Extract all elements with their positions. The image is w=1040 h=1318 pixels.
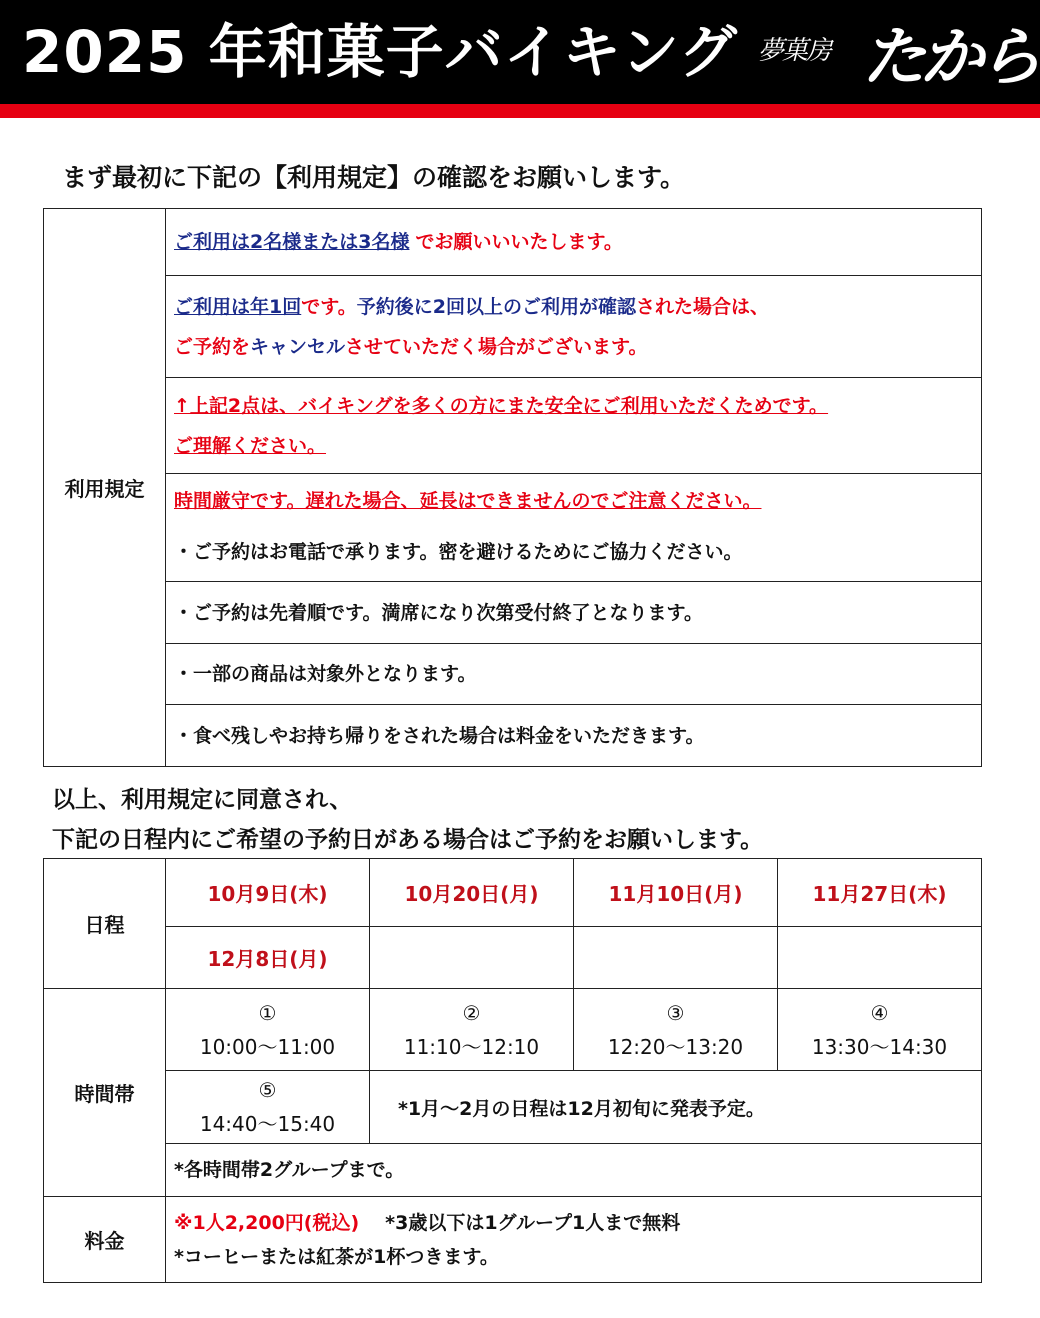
fee-cell	[166, 1197, 982, 1283]
timeslot-time: 10:00〜11:00	[199, 1034, 336, 1059]
rule-once-a-year	[166, 276, 982, 378]
rule-once-a-year-c: 予約後に2回以上のご利用が確認	[356, 295, 636, 318]
rule-excluded: ・一部の商品は対象外となります。	[166, 644, 982, 705]
rule-once-a-year-f: キャンセル	[250, 335, 346, 358]
group-limit-note: *各時間帯2グループまで。	[166, 1144, 982, 1197]
rule-party-size-tail: でお願いいいたします。	[415, 231, 623, 253]
timeslot-number: ①	[258, 1000, 277, 1025]
brand-sub-logo: 夢菓房	[758, 36, 831, 66]
fee-child-note: *3歳以下は1グループ1人まで無料	[385, 1211, 681, 1234]
timeslot-time: 11:10〜12:10	[403, 1034, 540, 1059]
timeslot-time: 13:30〜14:30	[811, 1034, 948, 1059]
timeslot-cell	[166, 989, 370, 1071]
agreement-line2: 下記の日程内にご希望の予約日がある場合はご予約をお願いします。	[52, 827, 764, 853]
rule-party-size	[166, 209, 982, 276]
timeslot-cell	[166, 1071, 370, 1144]
rules-label: 利用規定	[44, 209, 166, 767]
rule-punctual	[166, 474, 982, 582]
rule-reason-line2: ご理解ください。	[174, 434, 327, 457]
header-red-stripe	[0, 104, 1040, 118]
future-schedule-note: *1月〜2月の日程は12月初旬に発表予定。	[370, 1071, 982, 1144]
timeslot-cell	[778, 989, 982, 1071]
timeslot-time: 14:40〜15:40	[199, 1112, 336, 1136]
rule-leftovers: ・食べ残しやお持ち帰りをされた場合は料金をいただきます。	[166, 705, 982, 767]
rule-once-a-year-e: ご予約を	[174, 335, 251, 358]
timeslot-label: 時間帯	[44, 989, 166, 1197]
rule-first-come: ・ご予約は先着順です。満席になり次第受付終了となります。	[166, 582, 982, 644]
timeslot-cell	[574, 989, 778, 1071]
fee-line1	[174, 1206, 981, 1240]
rule-once-a-year-line1	[174, 287, 981, 327]
rule-reason-line1: ↑上記2点は、バイキングを多くの方にまた安全にご利用いただくためです。	[174, 394, 829, 417]
page-title: 2025 年和菓子バイキング	[22, 18, 738, 86]
timeslot-cell	[370, 989, 574, 1071]
empty-cell	[574, 927, 778, 989]
rule-once-a-year-a: ご利用は年1回	[174, 295, 302, 318]
agreement-text	[52, 780, 763, 860]
fee-price: ※1人2,200円(税込)	[174, 1211, 360, 1234]
schedule-date: 12月8日(月)	[166, 927, 370, 989]
schedule-label: 日程	[44, 859, 166, 989]
rule-punctual-line: 時間厳守です。遅れた場合、延長はできませんのでご注意ください。	[174, 489, 762, 512]
agreement-line1: 以上、利用規定に同意され、	[52, 787, 353, 813]
rule-party-size-main: ご利用は2名様または3名様	[174, 231, 410, 253]
rule-once-a-year-b: です。	[301, 295, 357, 318]
rule-reason	[166, 378, 982, 474]
timeslot-number: ②	[462, 1000, 481, 1025]
rule-once-a-year-g: させていただく場合がございます。	[345, 335, 648, 358]
fee-label: 料金	[44, 1197, 166, 1283]
rule-once-a-year-line2	[174, 327, 981, 367]
brand-logo: たから	[862, 20, 1036, 95]
empty-cell	[778, 927, 982, 989]
timeslot-number: ⑤	[258, 1078, 277, 1102]
timeslot-number: ③	[666, 1000, 685, 1025]
schedule-date: 10月9日(木)	[166, 859, 370, 927]
rule-phone-line: ・ご予約はお電話で承ります。密を避けるためにご協力ください。	[174, 540, 743, 563]
rules-table	[43, 208, 982, 767]
schedule-date: 11月27日(木)	[778, 859, 982, 927]
rule-once-a-year-d: された場合は、	[635, 295, 769, 318]
header-banner	[0, 0, 1040, 104]
timeslot-time: 12:20〜13:20	[607, 1034, 744, 1059]
schedule-date: 10月20日(月)	[370, 859, 574, 927]
schedule-date: 11月10日(月)	[574, 859, 778, 927]
empty-cell	[370, 927, 574, 989]
schedule-table	[43, 858, 982, 1283]
fee-drink-note: *コーヒーまたは紅茶が1杯つきます。	[174, 1245, 499, 1268]
timeslot-number: ④	[870, 1000, 889, 1025]
intro-text: まず最初に下記の【利用規定】の確認をお願いします。	[62, 163, 686, 192]
